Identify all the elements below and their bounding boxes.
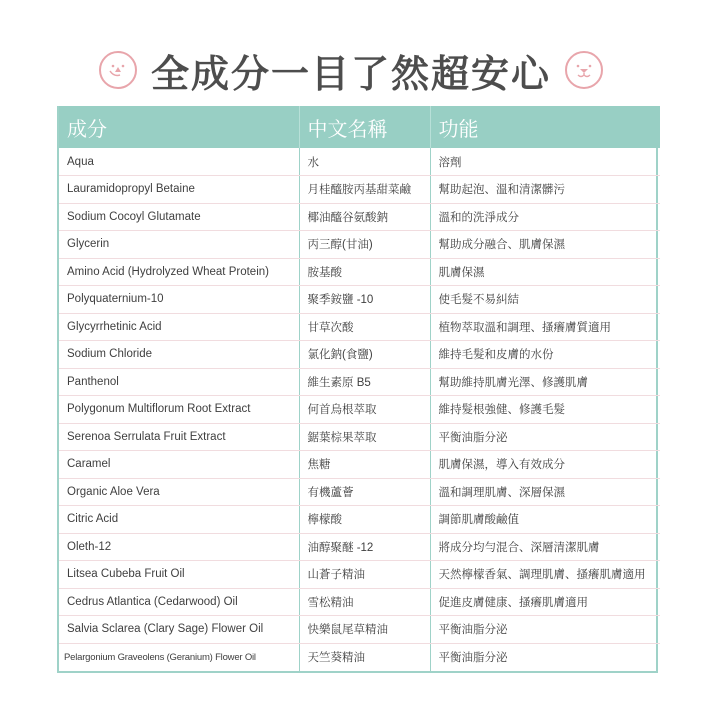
ingredient-cell: Caramel [59, 451, 299, 479]
table-row [59, 561, 660, 589]
table-row [59, 176, 660, 204]
table-header-row [59, 106, 660, 148]
function-cell: 肌膚保濕，導入有效成分 [430, 451, 660, 479]
table-row [59, 368, 660, 396]
chinese-name-cell: 椰油醯谷氨酸鈉 [299, 203, 430, 231]
table-row [59, 231, 660, 259]
chinese-name-cell: 水 [299, 148, 430, 176]
ingredient-cell: Aqua [59, 148, 299, 176]
function-cell: 平衡油脂分泌 [430, 423, 660, 451]
function-cell: 平衡油脂分泌 [430, 616, 660, 644]
function-cell: 溫和的洗淨成分 [430, 203, 660, 231]
chinese-name-cell: 檸檬酸 [299, 506, 430, 534]
chinese-name-cell: 山蒼子精油 [299, 561, 430, 589]
function-cell: 天然檸檬香氣、調理肌膚、搔癢肌膚適用 [430, 561, 660, 589]
ingredients-table [57, 106, 658, 673]
table-row [59, 478, 660, 506]
ingredient-cell: Organic Aloe Vera [59, 478, 299, 506]
ingredient-cell: Cedrus Atlantica (Cedarwood) Oil [59, 588, 299, 616]
ingredient-cell: Citric Acid [59, 506, 299, 534]
table-row [59, 588, 660, 616]
smiling-face-icon [99, 51, 137, 89]
chinese-name-cell: 聚季銨鹽 -10 [299, 286, 430, 314]
column-header-ingredient: 成分 [59, 106, 299, 148]
chinese-name-cell: 焦糖 [299, 451, 430, 479]
ingredient-cell: Serenoa Serrulata Fruit Extract [59, 423, 299, 451]
function-cell: 維持毛髮和皮膚的水份 [430, 341, 660, 369]
function-cell: 使毛髮不易糾結 [430, 286, 660, 314]
chinese-name-cell: 胺基酸 [299, 258, 430, 286]
function-cell: 促進皮膚健康、搔癢肌膚適用 [430, 588, 660, 616]
chinese-name-cell: 維生素原 B5 [299, 368, 430, 396]
ingredient-cell: Lauramidopropyl Betaine [59, 176, 299, 204]
bear-face-icon [565, 51, 603, 89]
ingredient-cell: Salvia Sclarea (Clary Sage) Flower Oil [59, 616, 299, 644]
table-row [59, 396, 660, 424]
ingredient-cell: Glycerin [59, 231, 299, 259]
chinese-name-cell: 快樂鼠尾草精油 [299, 616, 430, 644]
ingredient-cell: Oleth-12 [59, 533, 299, 561]
function-cell: 將成分均勻混合、深層清潔肌膚 [430, 533, 660, 561]
function-cell: 溫和調理肌膚、深層保濕 [430, 478, 660, 506]
function-cell: 植物萃取溫和調理、搔癢膚質適用 [430, 313, 660, 341]
table-row [59, 203, 660, 231]
ingredient-cell: Sodium Cocoyl Glutamate [59, 203, 299, 231]
chinese-name-cell: 月桂醯胺丙基甜菜鹼 [299, 176, 430, 204]
table-row [59, 148, 660, 176]
chinese-name-cell: 雪松精油 [299, 588, 430, 616]
chinese-name-cell: 甘草次酸 [299, 313, 430, 341]
function-cell: 維持髮根強健、修護毛髮 [430, 396, 660, 424]
page-title: 全成分一目了然超安心 [150, 51, 551, 96]
function-cell: 調節肌膚酸鹼值 [430, 506, 660, 534]
page-header [0, 38, 702, 102]
table-row [59, 451, 660, 479]
column-header-chinese-name: 中文名稱 [299, 106, 430, 148]
chinese-name-cell: 天竺葵精油 [299, 643, 430, 671]
chinese-name-cell: 油醇聚醚 -12 [299, 533, 430, 561]
table-row [59, 258, 660, 286]
chinese-name-cell: 有機蘆薈 [299, 478, 430, 506]
ingredient-cell: Pelargonium Graveolens (Geranium) Flower Oil [59, 643, 299, 671]
function-cell: 溶劑 [430, 148, 660, 176]
chinese-name-cell: 何首烏根萃取 [299, 396, 430, 424]
ingredient-cell: Panthenol [59, 368, 299, 396]
function-cell: 肌膚保濕 [430, 258, 660, 286]
table-row [59, 341, 660, 369]
ingredient-cell: Litsea Cubeba Fruit Oil [59, 561, 299, 589]
function-cell: 幫助起泡、溫和清潔髒污 [430, 176, 660, 204]
ingredient-cell: Polygonum Multiflorum Root Extract [59, 396, 299, 424]
ingredient-cell: Polyquaternium-10 [59, 286, 299, 314]
function-cell: 平衡油脂分泌 [438, 652, 508, 664]
table-row [59, 286, 660, 314]
table-row [59, 643, 660, 671]
chinese-name-cell: 氯化鈉(食鹽) [299, 341, 430, 369]
ingredient-cell: Glycyrrhetinic Acid [59, 313, 299, 341]
table-row [59, 616, 660, 644]
function-cell: 幫助維持肌膚光澤、修護肌膚 [430, 368, 660, 396]
table-row [59, 506, 660, 534]
column-header-function: 功能 [438, 116, 479, 141]
chinese-name-cell: 鋸葉棕果萃取 [299, 423, 430, 451]
ingredient-cell: Sodium Chloride [59, 341, 299, 369]
function-cell: 幫助成分融合、肌膚保濕 [430, 231, 660, 259]
table-row [59, 533, 660, 561]
table-row [59, 313, 660, 341]
chinese-name-cell: 丙三醇(甘油) [299, 231, 430, 259]
ingredient-cell: Amino Acid (Hydrolyzed Wheat Protein) [59, 258, 299, 286]
table-row [59, 423, 660, 451]
